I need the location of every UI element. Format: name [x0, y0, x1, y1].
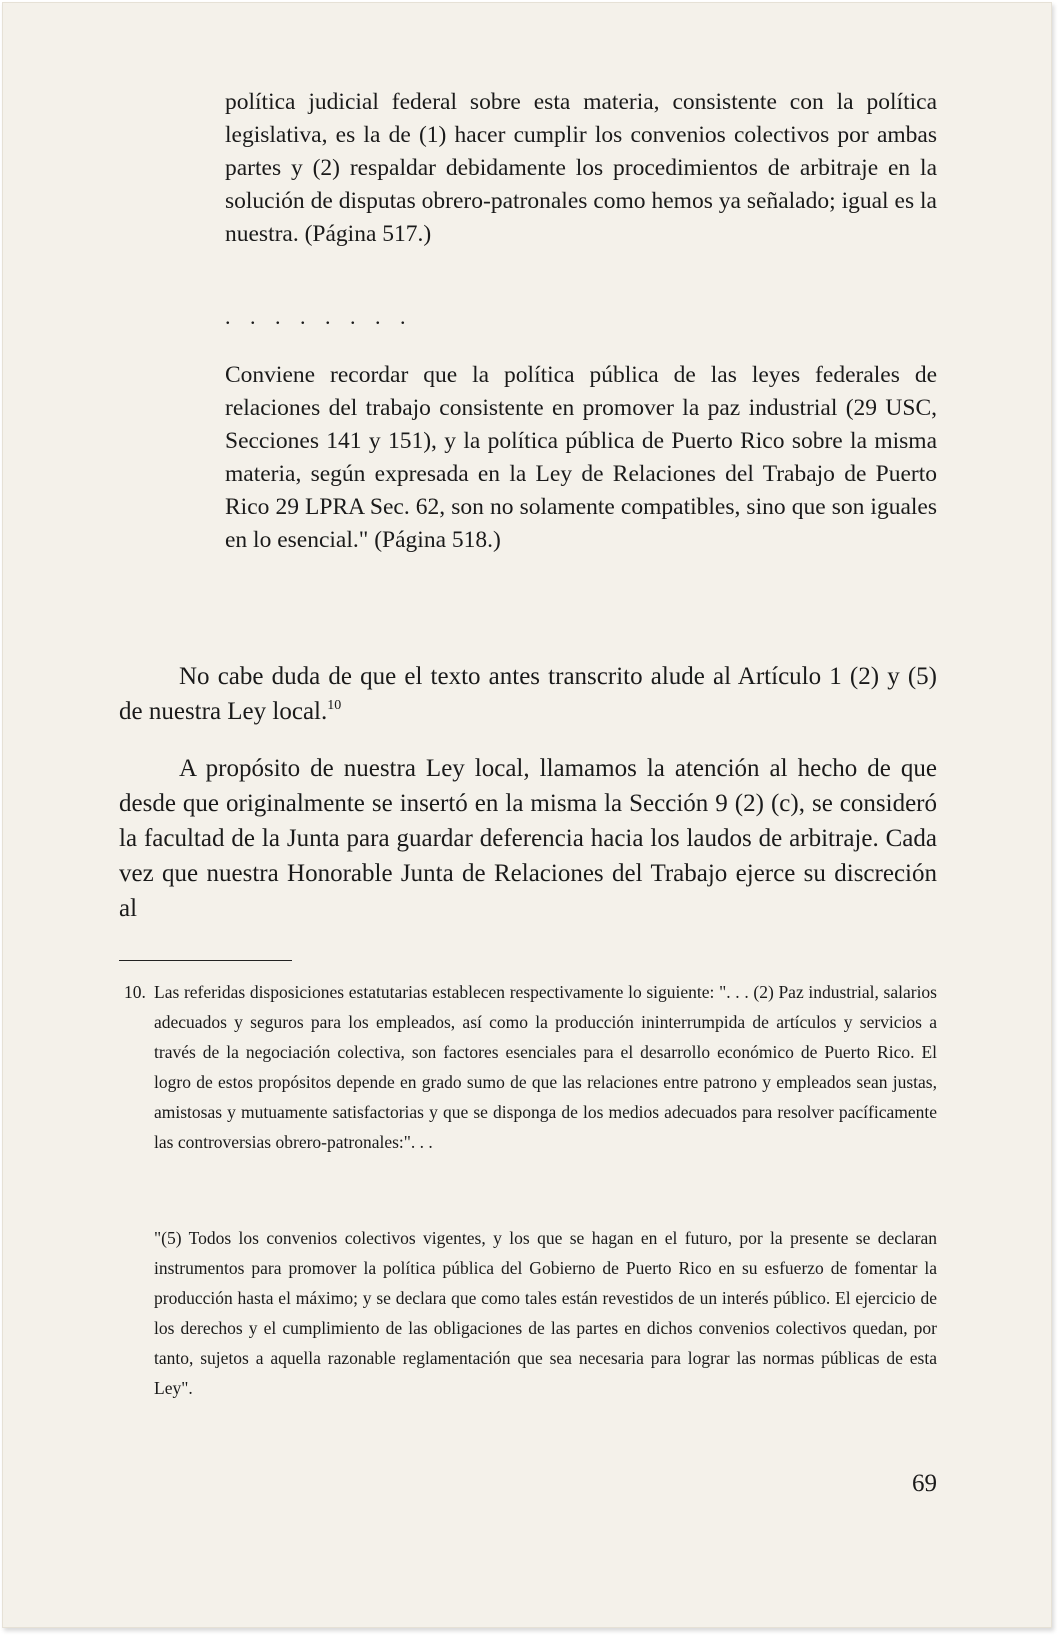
footnote-10-continuation: "(5) Todos los convenios colectivos vigentes, y los que se hagan en el futuro, por la presente se declaran instrumentos para promover la política pública del Gobierno de Puerto Rico en su esfuerzo de fomentar la producción hasta el máximo; y se declara que como tales están revestidos de un interés público. El ejercicio de los derechos y el cumplimiento de las obligaciones de las partes en dichos convenios colectivos quedan, por tanto, sujetos a aquella razonable reglamentación que sea necesaria para lograr las normas públicas de esta Ley".	[154, 1228, 937, 1398]
body-paragraph-2: A propósito de nuestra Ley local, llamamos la atención al hecho de que desde que originalmente se insertó en la misma la Sección 9 (2) (c), se consideró la facultad de la Junta para guardar deferencia hacia los laudos de arbitraje. Cada vez que nuestra Honorable Junta de Relaciones del Trabajo ejerce su discreción al	[119, 755, 937, 922]
page-number: 69	[912, 1470, 937, 1497]
footnote-10	[124, 977, 937, 1157]
footnote-number: 10.	[124, 982, 146, 1002]
footnote-10-text: Las referidas disposiciones estatutarias establecen respectivamente lo siguiente: ". . . (2) Paz industrial, salarios adecuados y seguros para los empleados, así como la producción ininterrumpida de artículos y servicios a través de la negociación colectiva, son factores esenciales para el desarrollo económico de Puerto Rico. El logro de estos propósitos depende en grado sumo de que las relaciones entre patrono y empleados sean justas, amistosas y mutuamente satisfactorias y que se disponga de los medios adecuados para resolver pacíficamente las controversias obrero-patronales:". . .	[154, 982, 937, 1152]
body-paragraph-1	[119, 659, 937, 729]
block-quote-1: política judicial federal sobre esta materia, consistente con la política legislativa, es la de (1) hacer cumplir los convenios colectivos por ambas partes y (2) respaldar debidamente los procedimientos de arbitraje en la solución de disputas obrero-patronales como hemos ya señalado; igual es la nuestra. (Página 517.)	[225, 89, 937, 247]
body-paragraph-1-text: No cabe duda de que el texto antes transcrito alude al Artículo 1 (2) y (5) de nuestra Ley local.	[119, 663, 937, 725]
document-page	[2, 2, 1052, 1628]
block-quote-2: Conviene recordar que la política pública de las leyes federales de relaciones del trabajo consistente en promover la paz industrial (29 USC, Secciones 141 y 151), y la política pública de Puerto Rico sobre la misma materia, según expresada en la Ley de Relaciones del Trabajo de Puerto Rico 29 LPRA Sec. 62, son no solamente compatibles, sino que son iguales en lo esencial." (Página 518.)	[225, 362, 937, 553]
footnote-divider	[119, 960, 292, 961]
ellipsis-separator: . . . . . . . .	[225, 304, 413, 329]
footnote-reference-10: 10	[327, 698, 342, 713]
